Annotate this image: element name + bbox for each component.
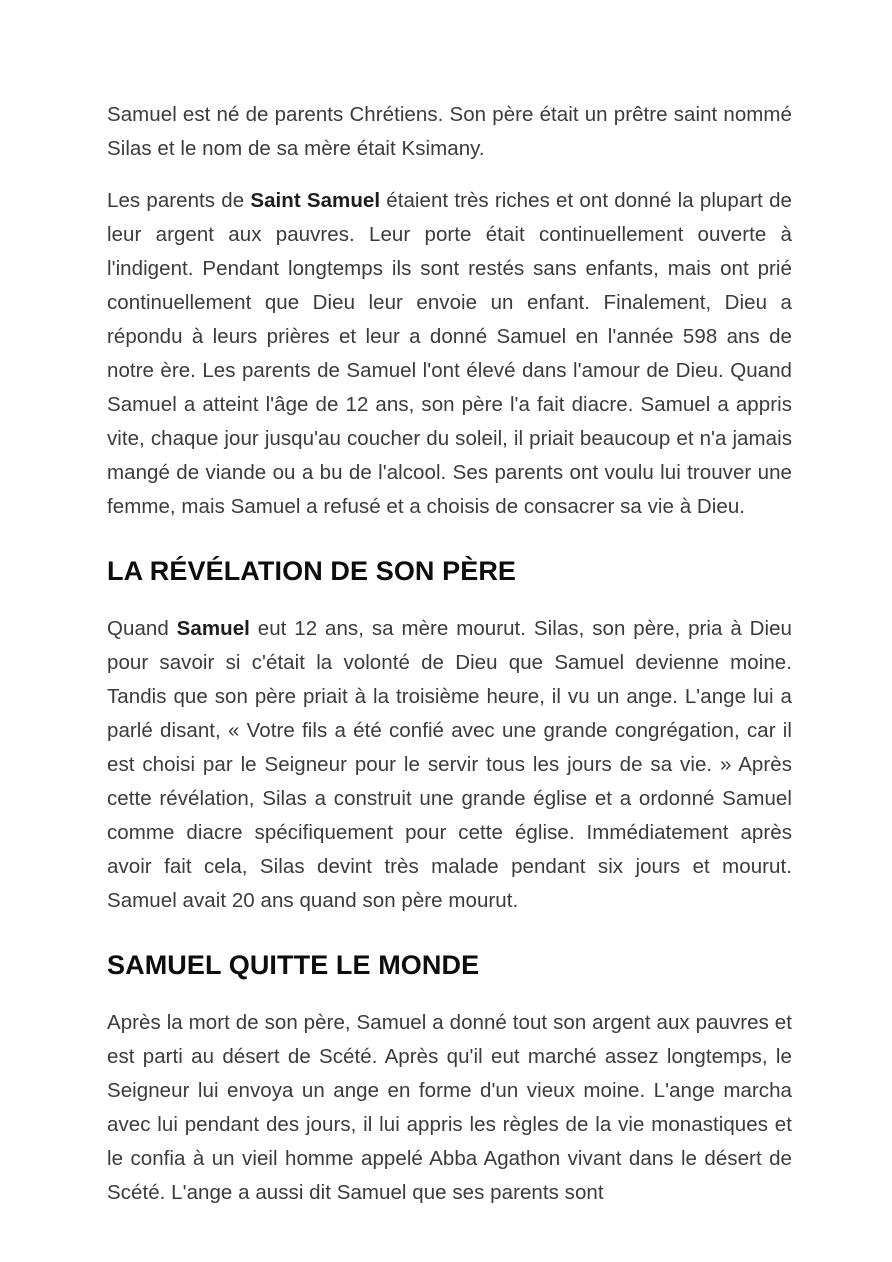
paragraph-desert: Après la mort de son père, Samuel a donné tout son argent aux pauvres et est parti au désert de Scété. Après qu'il eut marché assez longtemps, le Seigneur lui envoya un ange en forme d'un vieux moine. L'ange marcha avec lui pendant des jours, il lui appris les règles de la vie monastiques et le confia à un vieil homme appelé Abba Agathon vivant dans le désert de Scété. L'ange a aussi dit Samuel que ses parents sont [107, 1011, 792, 1204]
paragraph-revelation [107, 612, 792, 918]
section-heading-revelation: LA RÉVÉLATION DE SON PÈRE [107, 556, 517, 586]
paragraph-revelation-rest: eut 12 ans, sa mère mourut. Silas, son père, pria à Dieu pour savoir si c'était la volonté de Dieu que Samuel devienne moine. Tandis que son père priait à la troisième heure, il vu un ange. L'ange lui a parlé disant, « Votre fils a été confié avec une grande congrégation, car il est choisi par le Seigneur pour le servir tous les jours de sa vie. » Après cette révélation, Silas a construit une grande église et a ordonné Samuel comme diacre spécifiquement pour cette église. Immédiatement après avoir fait cela, Silas devint très malade pendant six jours et mourut. Samuel avait 20 ans quand son père mourut. [107, 617, 792, 912]
bold-run-saint-samuel: Saint Samuel [250, 189, 381, 212]
paragraph-revelation-lead: Quand [107, 617, 177, 640]
section-heading-quitte-monde: SAMUEL QUITTE LE MONDE [107, 950, 480, 980]
paragraph-parents-lead: Les parents de [107, 189, 251, 212]
paragraph-parents-rest: étaient très riches et ont donné la plupart de leur argent aux pauvres. Leur porte était continuellement ouverte à l'indigent. Pendant longtemps ils sont restés sans enfants, mais ont prié continuellement que Dieu leur envoie un enfant. Finalement, Dieu a répondu à leurs prières et leur a donné Samuel en l'année 598 ans de notre ère. Les parents de Samuel l'ont élevé dans l'amour de Dieu. Quand Samuel a atteint l'âge de 12 ans, son père l'a fait diacre. Samuel a appris vite, chaque jour jusqu'au coucher du soleil, il priait beaucoup et n'a jamais mangé de viande ou a bu de l'alcool. Ses parents ont voulu lui trouver une femme, mais Samuel a refusé et a choisis de consacrer sa vie à Dieu. [107, 189, 792, 518]
bold-run-samuel: Samuel [176, 617, 250, 640]
document-text-column [107, 98, 792, 1210]
paragraph-parents [107, 184, 792, 524]
paragraph-intro: Samuel est né de parents Chrétiens. Son père était un prêtre saint nommé Silas et le nom de sa mère était Ksimany. [107, 103, 792, 160]
section-heading-revelation-block [107, 554, 792, 588]
section-heading-quitte-monde-block [107, 948, 792, 982]
